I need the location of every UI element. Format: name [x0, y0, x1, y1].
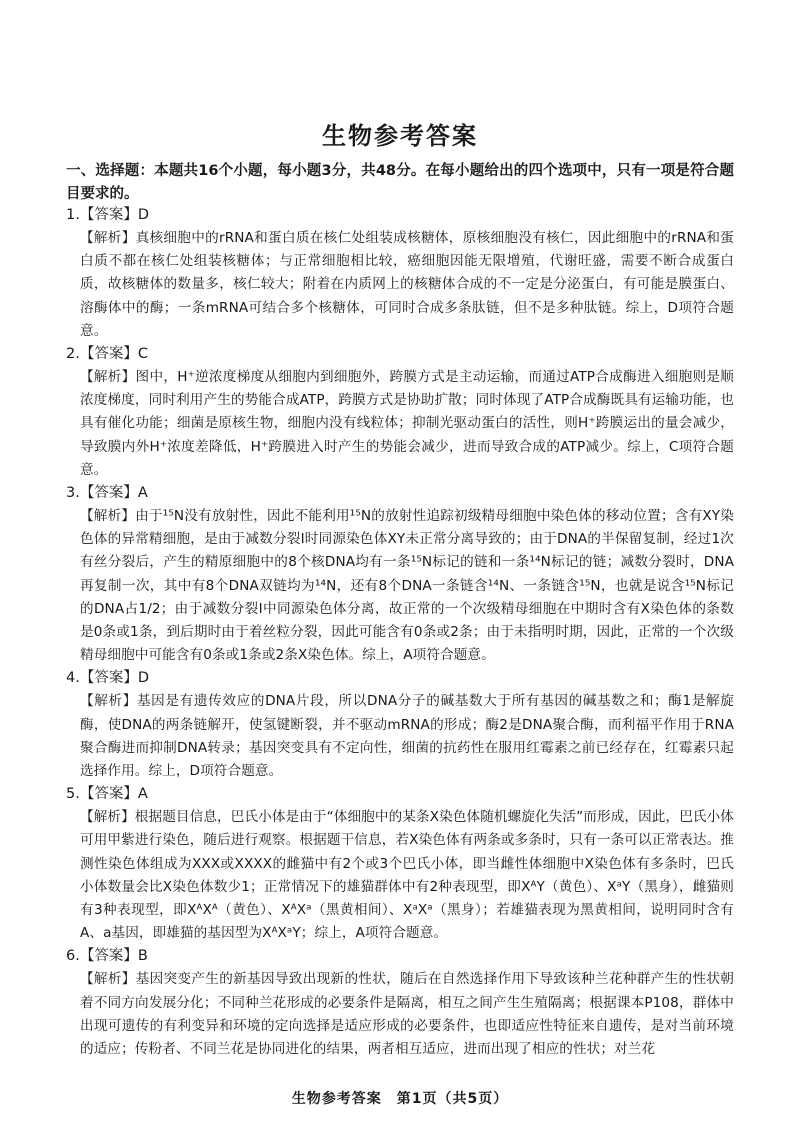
answer-item-3: [66, 482, 734, 667]
explanation-text: 【解析】根据题目信息，巴氏小体是由于“体细胞中的某条X染色体随机螺旋化失活”而形成，因此，巴氏小体可用甲紫进行染色，随后进行观察。根据题干信息，若X染色体有两条或多条时，只有一条可以正常表达。推测性染色体组成为XXX或XXXX的雌猫中有2个或3个巴氏小体，即当雌性体细胞中X染色体有多条时，巴氏小体数量会比X染色体数少1；正常情况下的雄猫群体中有2种表现型，即XᴬY（黄色）、XᵃY（黑身），雌猫则有3种表现型，即XᴬXᴬ（黄色）、XᴬXᵃ（黑黄相间）、XᵃXᵃ（黑身）；若雄猫表现为黑黄相间，说明同时含有A、a基因，即雄猫的基因型为XᴬXᵃY；综上，A项符合题意。: [80, 809, 734, 942]
answer-label: 4.【答案】D: [66, 670, 149, 687]
answer-list: [66, 204, 734, 1061]
explanation-text: 【解析】基因突变产生的新基因导致出现新的性状，随后在自然选择作用下导致该种兰花种群产生的性状朝着不同方向发展分化；不同种兰花形成的必要条件是隔离，相互之间产生生殖隔离；根据课本P108，群体中出现可遗传的有利变异和环境的定向选择是适应形成的必要条件，也即适应性特征来自遗传，是对当前环境的适应；传粉者、不同兰花是协同进化的结果，两者相互适应，进而出现了相应的性状；对兰花: [80, 971, 734, 1058]
explanation-text: 【解析】由于¹⁵N没有放射性，因此不能利用¹⁵N的放射性追踪初级精母细胞中染色体的移动位置；含有XY染色体的异常精细胞，是由于减数分裂Ⅰ时同源染色体XY未正常分离导致的；由于DNA的半保留复制，经过1次有丝分裂后，产生的精原细胞中的8个核DNA均有一条¹⁵N标记的链和一条¹⁴N标记的链；减数分裂时，DNA再复制一次，其中有8个DNA双链均为¹⁴N，还有8个DNA一条链含¹⁴N、一条链含¹⁵N，也就是说含¹⁵N标记的DNA占1/2；由于减数分裂Ⅰ中同源染色体分离，故正常的一个次级精母细胞在中期时含有X染色体的条数是0条或1条，到后期时由于着丝粒分裂，因此可能含有0条或2条；由于未指明时期，因此，正常的一个次级精母细胞中可能含有0条或1条或2条X染色体。综上，A项符合题意。: [80, 508, 734, 664]
explanation-text: 【解析】基因是有遗传效应的DNA片段，所以DNA分子的碱基数大于所有基因的碱基数之和；酶1是解旋酶，使DNA的两条链解开，使氢键断裂，并不驱动mRNA的形成；酶2是DNA聚合酶，而利福平作用于RNA聚合酶进而抑制DNA转录；基因突变具有不定向性，细菌的抗药性在服用红霉素之前已经存在，红霉素只起选择作用。综上，D项符合题意。: [80, 693, 734, 780]
explanation-text: 【解析】图中，H⁺逆浓度梯度从细胞内到细胞外，跨膜方式是主动运输，而通过ATP合成酶进入细胞则是顺浓度梯度，同时利用产生的势能合成ATP，跨膜方式是协助扩散；同时体现了ATP合成酶既具有运输功能，也具有催化功能；细菌是原核生物，细胞内没有线粒体；抑制光驱动蛋白的活性，则H⁺跨膜运出的量会减少，导致膜内外H⁺浓度差降低，H⁺跨膜进入时产生的势能会减少，进而导致合成的ATP减少。综上，C项符合题意。: [80, 369, 734, 478]
answer-label: 2.【答案】C: [66, 346, 148, 363]
answer-label: 3.【答案】A: [66, 485, 148, 502]
answer-item-2: [66, 343, 734, 482]
page-title: 生物参考答案: [322, 122, 478, 150]
section-heading: 一、选择题：本题共16个小题，每小题3分，共48分。在每小题给出的四个选项中，只有一项是符合题目要求的。: [66, 163, 734, 202]
answer-item-4: [66, 667, 734, 783]
explanation-text: 【解析】真核细胞中的rRNA和蛋白质在核仁处组装成核糖体，原核细胞没有核仁，因此细胞中的rRNA和蛋白质不都在核仁处组装核糖体；与正常细胞相比较，癌细胞因能无限增殖，代谢旺盛，需要不断合成蛋白质，故核糖体的数量多，核仁较大；附着在内质网上的核糖体合成的不一定是分泌蛋白，有可能是膜蛋白、溶酶体中的酶；一条mRNA可结合多个核糖体，可同时合成多条肽链，但不是多种肽链。综上，D项符合题意。: [80, 230, 734, 339]
page-footer: 生物参考答案 第1页（共5页）: [291, 1091, 509, 1107]
answer-label: 5.【答案】A: [66, 786, 148, 803]
answer-label: 1.【答案】D: [66, 207, 149, 223]
answer-item-6: [66, 945, 734, 1061]
answer-item-1: [66, 204, 734, 343]
answer-item-5: [66, 783, 734, 945]
answer-label: 6.【答案】B: [66, 948, 148, 965]
